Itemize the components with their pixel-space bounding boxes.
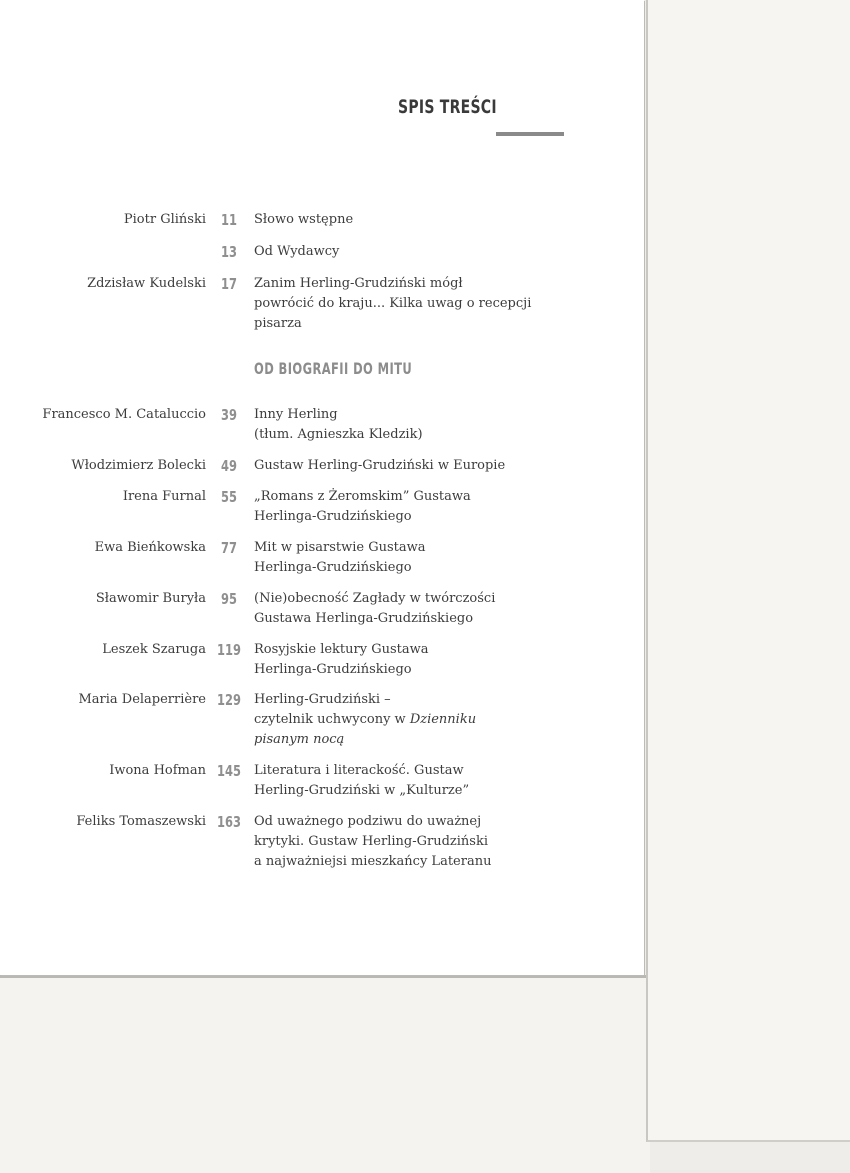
entry-title-line: (Nie)obecność Zagłady w twórczości xyxy=(254,591,496,606)
entry-title-line: czytelnik uchwycony w Dzienniku xyxy=(254,712,477,727)
entry-title-line: Herlinga-Grudzińskiego xyxy=(254,560,412,575)
entry-author: Zdzisław Kudelski xyxy=(87,276,206,291)
entry-title-line: Rosyjskie lektury Gustawa xyxy=(254,642,429,657)
entry-page-number: 119 xyxy=(217,641,241,659)
entry-title xyxy=(254,274,532,334)
entry-page-number: 129 xyxy=(217,691,241,709)
entry-title-line: Od Wydawcy xyxy=(254,244,340,259)
entry-page-number: 11 xyxy=(221,211,237,229)
entry-author: Włodzimierz Bolecki xyxy=(71,458,206,473)
entry-title xyxy=(254,456,504,476)
entry-title-line: „Romans z Żeromskim” Gustawa xyxy=(254,489,471,504)
entry-page-number: 55 xyxy=(221,488,237,506)
entry-title-line: pisanym nocą xyxy=(254,732,345,747)
entry-page-number: 39 xyxy=(221,406,237,424)
entry-page-number: 13 xyxy=(221,243,237,261)
entry-author: Francesco M. Cataluccio xyxy=(42,407,206,422)
entry-page-number: 163 xyxy=(217,813,241,831)
page-title: SPIS TREŚCI xyxy=(398,96,497,118)
underlying-sheet xyxy=(0,975,650,1173)
entry-author: Leszek Szaruga xyxy=(102,642,206,657)
entry-author: Irena Furnal xyxy=(122,489,206,504)
entry-author: Feliks Tomaszewski xyxy=(76,814,206,829)
entry-title-line: Od uważnego podziwu do uważnej xyxy=(254,814,482,829)
entry-page-number: 145 xyxy=(217,762,241,780)
title-underline xyxy=(496,132,564,136)
entry-title-line: Literatura i literackość. Gustaw xyxy=(254,763,464,778)
entry-title-line: Herlinga-Grudzińskiego xyxy=(254,509,412,524)
entry-title xyxy=(254,690,504,750)
entry-title xyxy=(254,210,504,230)
entry-author: Piotr Gliński xyxy=(123,212,206,227)
entry-title-line: pisarza xyxy=(254,316,302,331)
entry-page-number: 17 xyxy=(221,275,237,293)
entry-title xyxy=(254,812,504,872)
entry-title xyxy=(254,589,504,629)
entry-page-number: 77 xyxy=(221,539,237,557)
entry-title-line: Mit w pisarstwie Gustawa xyxy=(254,540,426,555)
entry-title-line: Gustaw Herling-Grudziński w Europie xyxy=(254,458,506,473)
entry-page-number: 49 xyxy=(221,457,237,475)
entry-title xyxy=(254,538,504,578)
entry-title-line: powrócić do kraju... Kilka uwag o recepcji xyxy=(254,296,532,311)
entry-title-line: (tłum. Agnieszka Kledzik) xyxy=(254,427,423,442)
entry-title xyxy=(254,761,504,801)
entry-title xyxy=(254,487,504,527)
entry-title-line: Słowo wstępne xyxy=(254,212,354,227)
entry-author: Ewa Bieńkowska xyxy=(94,540,206,555)
entry-author: Sławomir Buryła xyxy=(95,591,206,606)
entry-title xyxy=(254,405,504,445)
entry-title xyxy=(254,242,504,262)
entry-title-line: a najważniejsi mieszkańcy Lateranu xyxy=(254,854,492,869)
entry-title-line: Herlinga-Grudzińskiego xyxy=(254,662,412,677)
entry-title-line: Herling-Grudziński w „Kulturze” xyxy=(254,783,470,798)
entry-title-line: Zanim Herling-Grudziński mógł xyxy=(254,276,463,291)
entry-title-line: Gustawa Herlinga-Grudzińskiego xyxy=(254,611,474,626)
section-heading: OD BIOGRAFII DO MITU xyxy=(254,359,413,378)
entry-author: Maria Delaperrière xyxy=(78,692,206,707)
adjacent-sheet xyxy=(646,0,850,1142)
entry-page-number: 95 xyxy=(221,590,237,608)
entry-title-line: Herling-Grudziński – xyxy=(254,692,391,707)
entry-author: Iwona Hofman xyxy=(109,763,206,778)
entry-title-line: krytyki. Gustaw Herling-Grudziński xyxy=(254,834,488,849)
entry-title xyxy=(254,640,504,680)
entry-title-line: Inny Herling xyxy=(254,407,338,422)
